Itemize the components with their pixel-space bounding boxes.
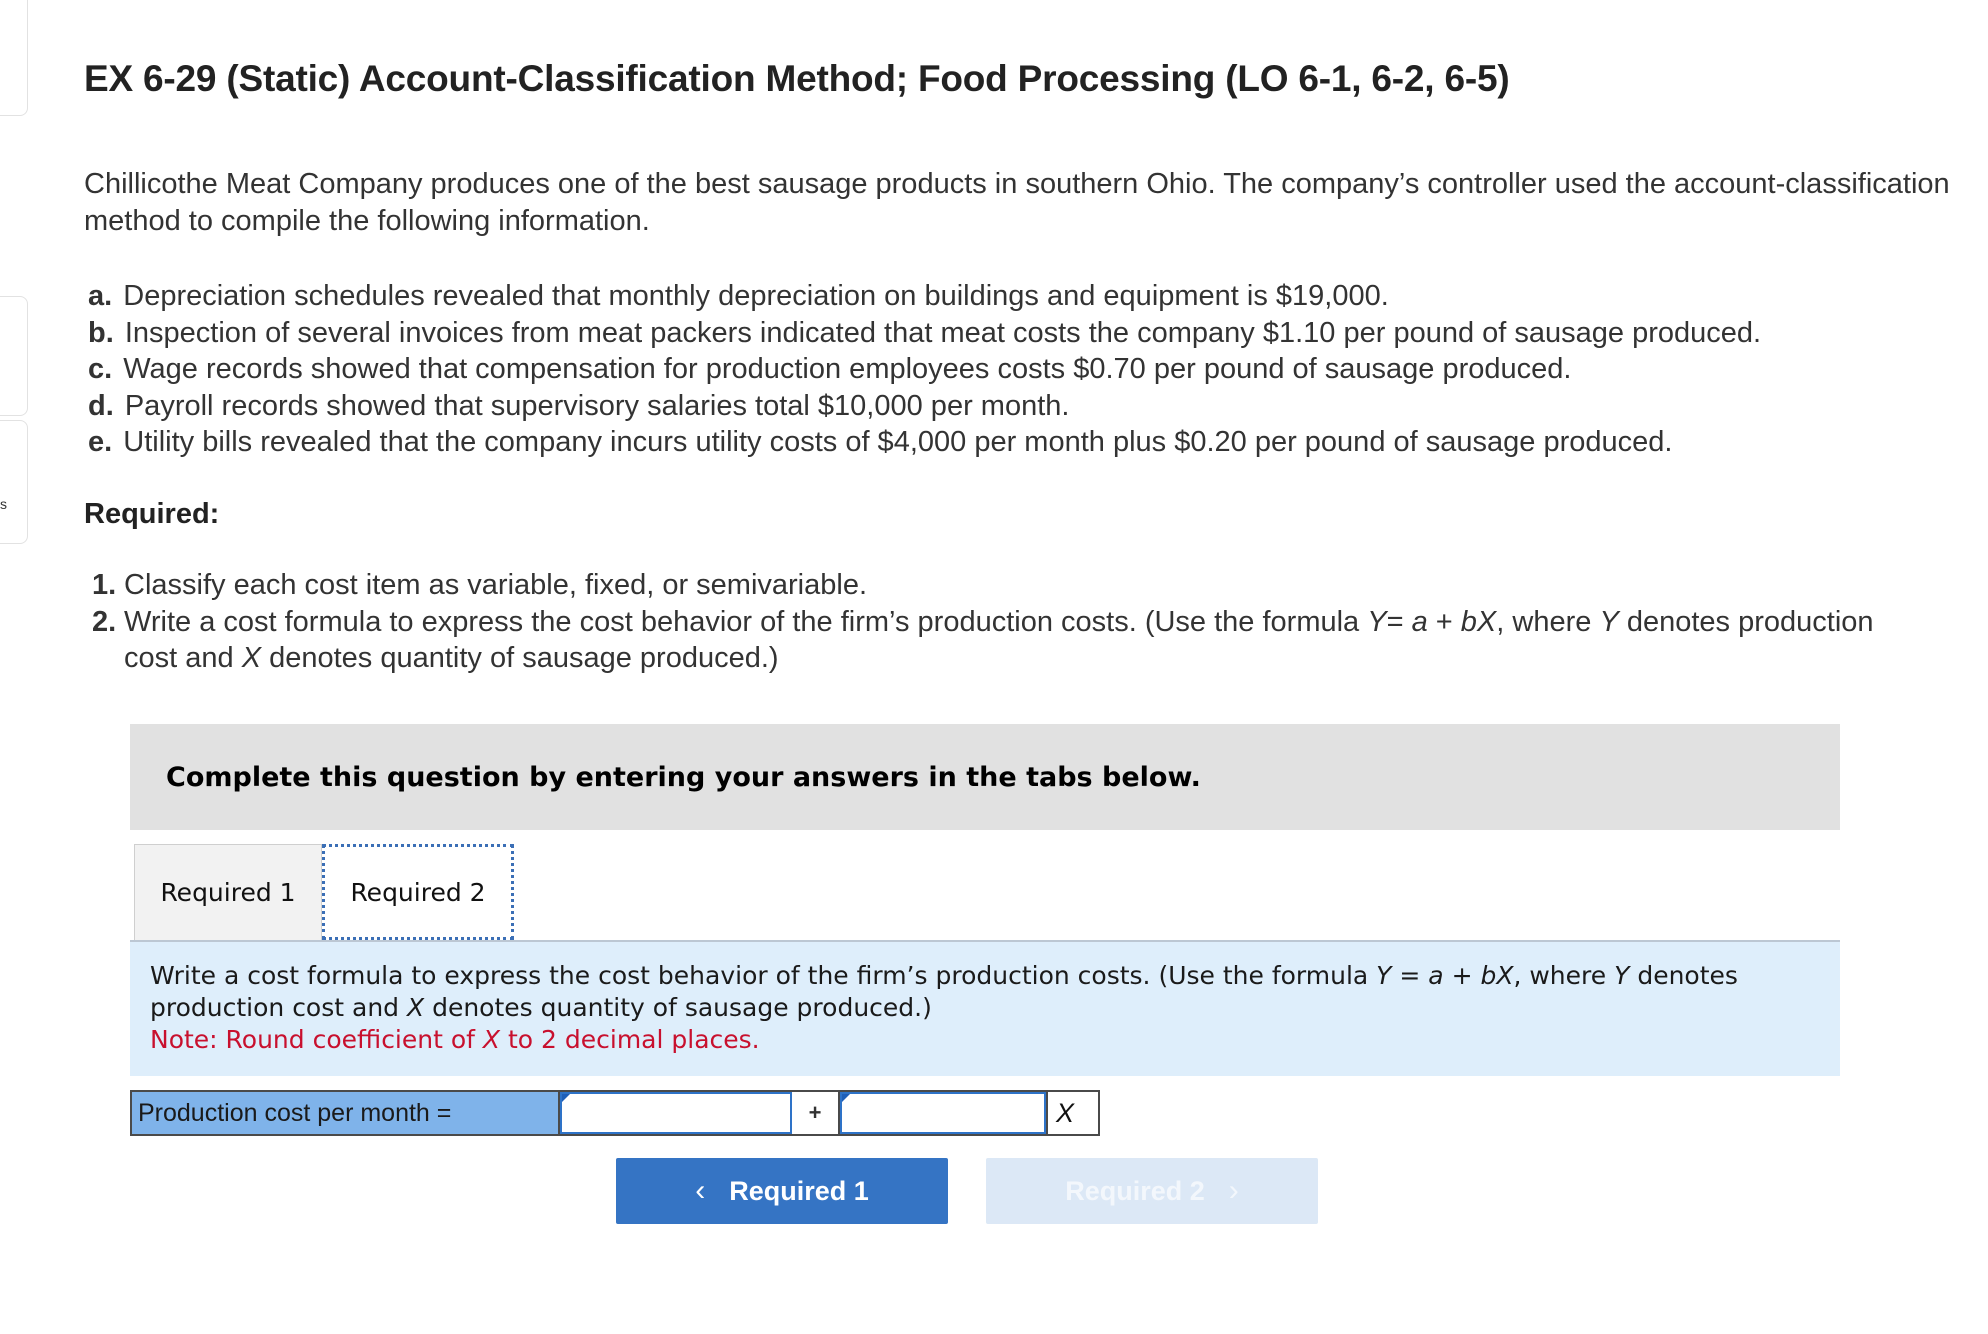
variable-coefficient-input[interactable] xyxy=(840,1092,1046,1134)
item-letter: e. xyxy=(88,426,113,458)
item-text: Depreciation schedules revealed that monthly depreciation on buildings and equipment is $19,000. xyxy=(123,280,1389,312)
tab-instructions xyxy=(130,942,1840,1076)
chevron-left-icon: ‹ xyxy=(695,1174,706,1207)
prev-button-label: Required 1 xyxy=(729,1175,869,1206)
left-panel-fragment xyxy=(0,296,28,416)
banner-text: Complete this question by entering your answers in the tabs below. xyxy=(166,762,1201,793)
requirement-number: 1. xyxy=(92,569,117,601)
previous-required-1-button[interactable] xyxy=(616,1158,948,1224)
requirement-number: 2. xyxy=(92,605,117,638)
required-heading: Required: xyxy=(84,498,220,530)
edge-glyph: s xyxy=(0,496,7,512)
list-item xyxy=(84,388,1761,425)
plus-sign: + xyxy=(792,1092,840,1134)
next-required-2-button[interactable] xyxy=(986,1158,1318,1224)
coefficient-input-wrap xyxy=(840,1092,1046,1134)
instructions-banner xyxy=(130,724,1840,830)
next-button-label: Required 2 xyxy=(1065,1175,1205,1206)
item-text: Utility bills revealed that the company incurs utility costs of $4,000 per month plus $0.20 per pound of sausage produced. xyxy=(123,426,1673,458)
item-letter: c. xyxy=(88,353,113,385)
page-title: EX 6-29 (Static) Account-Classification Method; Food Processing (LO 6-1, 6-2, 6-5) xyxy=(84,58,1510,99)
cost-formula-row xyxy=(130,1090,1100,1136)
list-item xyxy=(84,278,1761,315)
item-letter: b. xyxy=(88,316,114,349)
tab-required-1[interactable]: Required 1 xyxy=(134,844,322,940)
list-item xyxy=(84,315,1761,352)
item-text: Inspection of several invoices from meat packers indicated that meat costs the company $1.10 per pound of sausage produced. xyxy=(124,316,1762,349)
requirement-text: Classify each cost item as variable, fixed, or semivariable. xyxy=(124,569,868,601)
requirement-item xyxy=(84,567,1924,604)
list-item xyxy=(84,351,1761,388)
left-panel-fragment xyxy=(0,420,28,544)
cost-items-list xyxy=(84,278,1761,461)
x-variable-label: X xyxy=(1046,1092,1098,1134)
item-text: Payroll records showed that supervisory salaries total $10,000 per month. xyxy=(124,389,1070,422)
item-letter: a. xyxy=(88,280,113,312)
left-panel-fragment xyxy=(0,0,28,116)
intro-paragraph: Chillicothe Meat Company produces one of the best sausage products in southern Ohio. The company’s controller used the account-classification method to compile the following information. xyxy=(84,168,1950,237)
tab-required-2[interactable]: Required 2 xyxy=(322,844,514,940)
chevron-right-icon: › xyxy=(1228,1174,1239,1207)
item-letter: d. xyxy=(88,389,114,422)
formula-label: Production cost per month = xyxy=(132,1092,560,1134)
item-text: Wage records showed that compensation for production employees costs $0.70 per pound of sausage produced. xyxy=(123,353,1572,385)
requirements-list xyxy=(84,567,1924,677)
rounding-note: Note: Round coefficient of X to 2 decimal places. xyxy=(150,1025,760,1054)
instruction-text: Write a cost formula to express the cost behavior of the firm’s production costs. (Use the formula Y = a + bX, where Y denotes production cost and X denotes quantity of sausage produced.) xyxy=(150,961,1738,1022)
fixed-cost-input-wrap xyxy=(560,1092,792,1134)
requirement-text: Write a cost formula to express the cost behavior of the firm’s production costs. (Use the formula Y= a + bX, where Y denotes production cost and X denotes quantity of sausage produced.) xyxy=(124,605,1874,674)
list-item xyxy=(84,424,1761,461)
fixed-cost-input[interactable] xyxy=(560,1092,792,1134)
requirement-item xyxy=(84,604,1924,677)
